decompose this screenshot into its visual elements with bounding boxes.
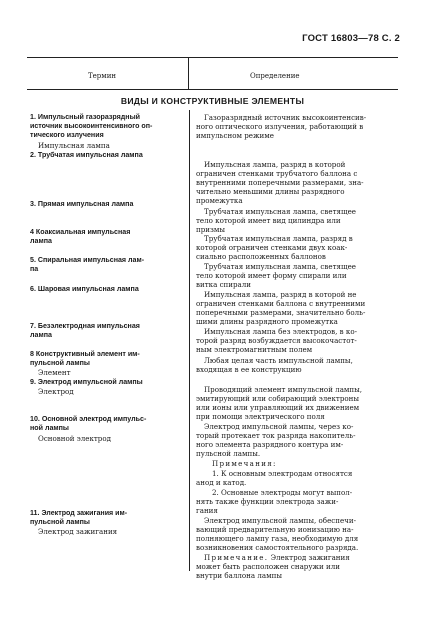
term-10-line-2: ной лампы	[30, 424, 69, 432]
def-11-note-line-1	[196, 553, 350, 562]
def-6-line-3: поперечными размерами, значительно боль-	[196, 308, 366, 317]
def-3-line-1: Трубчатая импульсная лампа, светящее	[204, 207, 356, 216]
def-6-line-2: ограничен стенками баллона с внутренними	[196, 299, 366, 308]
term-10-line-1: 10. Основной электрод импульс-	[30, 415, 147, 423]
def-3-line-3: призмы	[196, 225, 226, 234]
def-9-line-3: или ионы или управляющий их движением	[196, 403, 360, 412]
def-8-line-2: входящая в ее конструкцию	[196, 365, 302, 374]
def-2-line-4: чительно меньшими длины разрядного	[196, 187, 345, 196]
term-8-line-1: 8 Конструктивный элемент им-	[30, 350, 140, 358]
term-11-line-1: 11. Электрод зажигания им-	[30, 509, 128, 517]
def-10-note-1-line-2: анод и катод.	[196, 478, 247, 487]
def-10-note-2-line-1: 2. Основные электроды могут выпол-	[212, 488, 353, 497]
term-5-line-1: 5. Спиральная импульсная лам-	[30, 256, 145, 264]
term-9: 9. Электрод импульсной лампы	[30, 378, 143, 386]
term-1-line-3: тического излучения	[30, 131, 104, 139]
def-10-line-3: ного элемента разрядного контура им-	[196, 440, 344, 449]
term-7-line-2: лампа	[30, 331, 52, 339]
def-11-note-line-2: может быть расположен снаружи или	[196, 562, 340, 571]
def-11-note-line-3: внутри баллона лампы	[196, 571, 282, 580]
def-2-line-5: промежутка	[196, 196, 243, 205]
header-column-divider	[188, 57, 189, 89]
def-6-line-4: шими длины разрядного промежутка	[196, 317, 338, 326]
term-6: 6. Шаровая импульсная лампа	[30, 285, 139, 293]
def-7-line-1: Импульсная лампа без электродов, в ко-	[204, 327, 358, 336]
term-4-line-1: 4 Коаксиальная импульсная	[30, 228, 131, 236]
def-6-line-1: Импульсная лампа, разряд в которой не	[204, 290, 357, 299]
term-10-synonym: Основной электрод	[38, 434, 111, 443]
def-1-line-1: Газоразрядный источник высокоинтенсив-	[204, 113, 367, 122]
def-11-note-title: Примечание.	[204, 553, 269, 562]
def-10-line-4: пульсной лампы.	[196, 449, 261, 458]
def-2-line-1: Импульсная лампа, разряд в которой	[204, 160, 346, 169]
def-5-line-1: Трубчатая импульсная лампа, светящее	[204, 262, 356, 271]
term-4-line-2: лампа	[30, 237, 52, 245]
table-top-rule	[27, 57, 398, 58]
column-header-definition: Определение	[250, 72, 300, 80]
def-10-note-2-line-2: нять также функции электрода зажи-	[196, 497, 339, 506]
term-8-line-2: пульсной лампы	[30, 359, 90, 367]
def-2-line-3: внутренними поперечными размерами, зна-	[196, 178, 364, 187]
def-11-line-3: полняющего лампу газа, необходимую для	[196, 534, 359, 543]
def-9-line-4: при помощи электрического поля	[196, 412, 325, 421]
def-11-line-4: возникновения самостоятельного разряда.	[196, 543, 359, 552]
def-5-line-2: тело которой имеет форму спирали или	[196, 271, 347, 280]
term-1-line-2: источник высокоинтенсивного оп-	[30, 122, 153, 130]
def-10-line-1: Электрод импульсной лампы, через ко-	[204, 422, 354, 431]
def-4-line-2: которой ограничен стенками двух коак-	[196, 243, 348, 252]
column-header-term: Термин	[88, 72, 117, 80]
term-5-line-2: па	[30, 265, 39, 273]
def-4-line-1: Трубчатая импульсная лампа, разряд в	[204, 234, 353, 243]
section-title: ВИДЫ И КОНСТРУКТИВНЫЕ ЭЛЕМЕНТЫ	[120, 96, 305, 106]
def-11-line-1: Электрод импульсной лампы, обеспечи-	[204, 516, 356, 525]
term-1-synonym: Импульсная лампа	[38, 141, 110, 150]
header-bottom-rule	[27, 89, 398, 90]
def-8-line-1: Любая целая часть импульсной лампы,	[204, 356, 353, 365]
def-3-line-2: тело которой имеет вид цилиндра или	[196, 216, 341, 225]
def-10-note-2-line-3: гания	[196, 506, 218, 515]
def-4-line-3: сиально расположенных баллонов	[196, 252, 326, 261]
body-column-divider	[189, 110, 190, 571]
term-11-synonym: Электрод зажигания	[38, 527, 118, 536]
def-1-line-3: импульсном режиме	[196, 131, 274, 140]
standard-header: ГОСТ 16803—78 С. 2	[302, 33, 400, 44]
term-9-synonym: Электрод	[38, 387, 74, 396]
term-1-line-1: 1. Импульсный газоразрядный	[30, 113, 141, 121]
def-9-line-1: Проводящий элемент импульсной лампы,	[204, 385, 363, 394]
term-11-line-2: пульсной лампы	[30, 518, 90, 526]
def-7-line-3: ным электромагнитным полем	[196, 345, 313, 354]
def-10-notes-title: Примечания:	[212, 459, 277, 468]
def-11-note-text: Электрод зажигания	[270, 553, 350, 562]
def-5-line-3: витка спирали	[196, 280, 251, 289]
def-1-line-2: ного оптического излучения, работающий в	[196, 122, 364, 131]
term-7-line-1: 7. Безэлектродная импульсная	[30, 322, 140, 330]
def-7-line-2: торой разряд возбуждается высокочастот-	[196, 336, 357, 345]
term-2: 2. Трубчатая импульсная лампа	[30, 151, 143, 159]
term-8-synonym: Элемент	[38, 368, 71, 377]
def-11-line-2: вающий предварительную ионизацию на-	[196, 525, 354, 534]
term-3: 3. Прямая импульсная лампа	[30, 200, 134, 208]
def-2-line-2: ограничен стенками трубчатого баллона с	[196, 169, 358, 178]
def-9-line-2: эмитирующий или собирающий электроны	[196, 394, 360, 403]
def-10-note-1-line-1: 1. К основным электродам относятся	[212, 469, 353, 478]
def-10-line-2: торый протекает ток разряда накопитель-	[196, 431, 356, 440]
